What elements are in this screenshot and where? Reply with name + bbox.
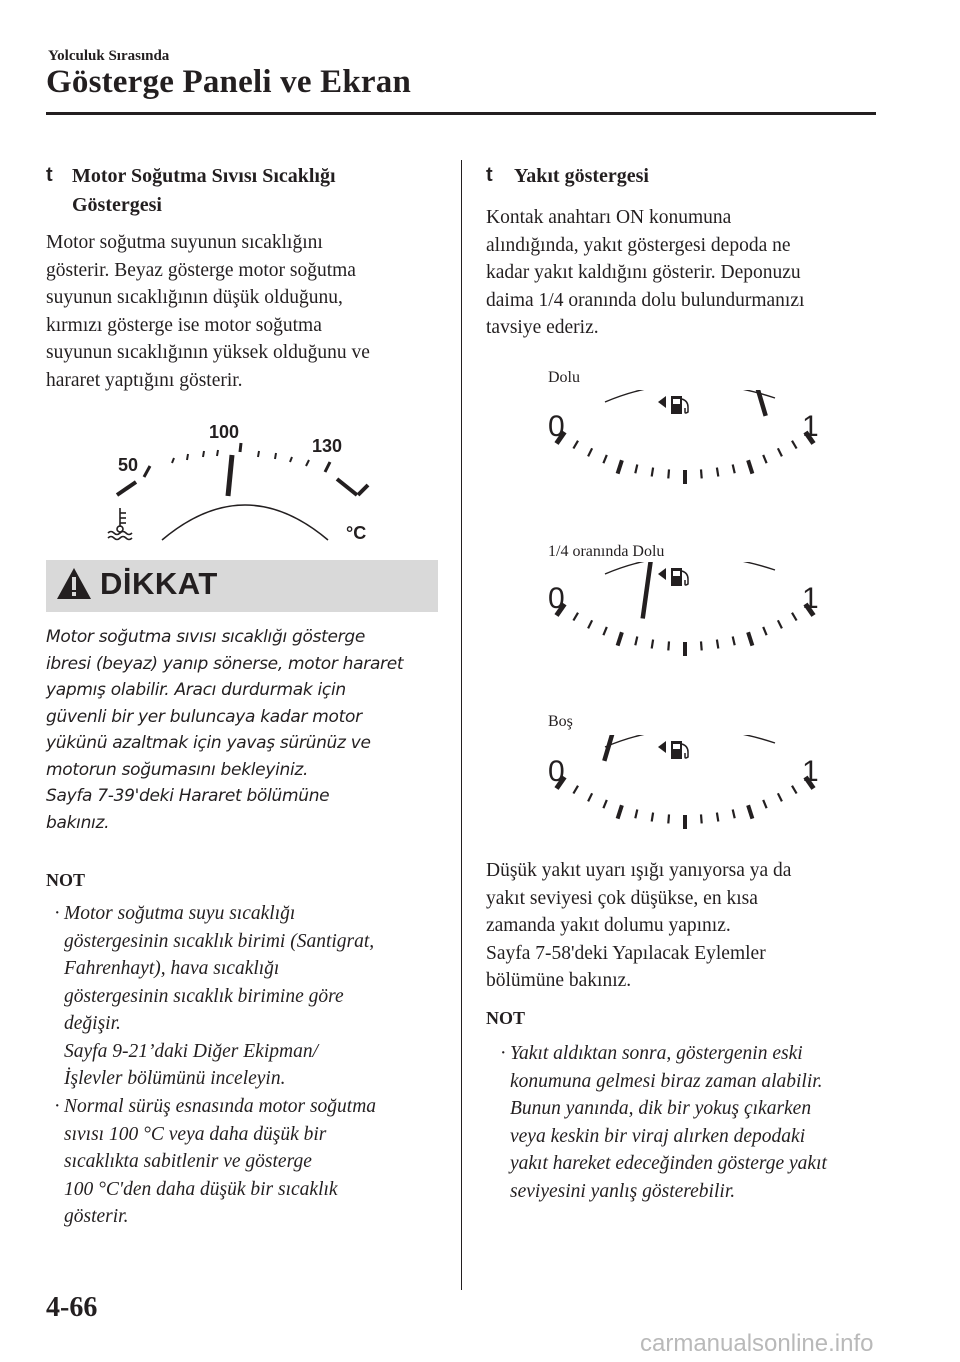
note-bullet: · bbox=[54, 903, 61, 924]
gauge-tick bbox=[733, 637, 735, 646]
gauge-tick bbox=[778, 793, 782, 801]
heading-line: Göstergesi bbox=[72, 194, 162, 216]
gauge-tick bbox=[792, 786, 797, 794]
gauge-tick bbox=[668, 814, 669, 823]
text-line: sıvısı 100 °C veya daha düşük bir bbox=[64, 1123, 327, 1145]
text-line: Düşük yakıt uyarı ışığı yanıyorsa ya da bbox=[486, 860, 792, 881]
gauge-tick bbox=[573, 613, 578, 621]
text-line: Kontak anahtarı ON konumuna bbox=[486, 207, 732, 228]
coolant-temperature-icon bbox=[108, 508, 132, 540]
note-item bbox=[500, 1040, 827, 1205]
text-line: motorun soğumasını bekleyiniz. bbox=[46, 759, 309, 780]
note-item bbox=[54, 1093, 377, 1231]
gauge-label-empty: 0 bbox=[548, 582, 565, 615]
bullet-marker: t bbox=[46, 164, 53, 186]
gauge-tick bbox=[763, 627, 766, 635]
gauge-tick bbox=[778, 620, 782, 628]
text-line: sıcaklıkta sabitlenir ve gösterge bbox=[64, 1151, 312, 1172]
fuel-pump-icon bbox=[658, 396, 688, 414]
fuel-description bbox=[486, 204, 804, 342]
gauge-unit: °C bbox=[346, 523, 367, 543]
note-bullet: · bbox=[500, 1043, 507, 1064]
text-line: Normal sürüş esnasında motor soğutma bbox=[64, 1096, 377, 1117]
header-rule bbox=[46, 112, 876, 115]
text-line: suyunun sıcaklığının düşük olduğunu, bbox=[46, 287, 343, 308]
text-line: yükünü azaltmak için yavaş sürünüz ve bbox=[46, 733, 371, 753]
gauge-tick bbox=[792, 613, 797, 621]
gauge-tick bbox=[701, 469, 702, 478]
gauge-tick bbox=[652, 640, 653, 649]
gauge-tick bbox=[792, 441, 797, 449]
temperature-gauge bbox=[100, 415, 390, 555]
text-line: ibresi (beyaz) yanıp sönerse, motor hararet bbox=[46, 653, 404, 674]
gauge-arc bbox=[605, 562, 775, 574]
text-line: zamanda yakıt dolumu yapınız. bbox=[486, 915, 731, 936]
gauge-arc bbox=[605, 390, 775, 402]
text-line: suyunun sıcaklığının yüksek olduğunu ve bbox=[46, 342, 370, 363]
gauge-tick bbox=[733, 810, 735, 819]
gauge-tick bbox=[717, 468, 718, 477]
gauge-tick bbox=[603, 800, 606, 808]
fuel-pump-icon bbox=[658, 568, 688, 586]
fuel-gauge-caption: Dolu bbox=[548, 369, 580, 386]
gauge-tick bbox=[717, 813, 718, 822]
note-label: NOT bbox=[486, 1008, 526, 1028]
warning-label: DİKKAT bbox=[100, 566, 218, 601]
gauge-tick bbox=[701, 641, 702, 650]
gauge-arc bbox=[605, 735, 775, 747]
text-line: Motor soğutma suyu sıcaklığı bbox=[64, 903, 296, 924]
text-line: daima 1/4 oranında dolu bulundurmanızı bbox=[486, 289, 805, 311]
heading-coolant bbox=[72, 162, 336, 220]
gauge-label-full: 1 bbox=[802, 582, 819, 615]
gauge-tick bbox=[668, 641, 669, 650]
text-line: Bunun yanında, dik bir yokuş çıkarken bbox=[510, 1098, 812, 1119]
heading-line: Motor Soğutma Sıvısı Sıcaklığı bbox=[72, 165, 336, 187]
gauge-tick bbox=[618, 805, 622, 818]
gauge-tick bbox=[652, 813, 653, 822]
gauge-tick bbox=[603, 455, 606, 463]
text-line: hararet yaptığını gösterir. bbox=[46, 369, 243, 391]
text-line: göstergesinin sıcaklık birimi (Santigrat, bbox=[64, 930, 375, 952]
gauge-arc bbox=[162, 505, 328, 540]
gauge-label-full: 1 bbox=[802, 755, 819, 788]
text-line: Sayfa 9-21’daki Diğer Ekipman/ bbox=[64, 1040, 318, 1062]
heading-fuel: Yakıt göstergesi bbox=[514, 165, 649, 187]
text-line: değişir. bbox=[64, 1013, 121, 1034]
text-line: kadar yakıt kaldığını gösterir. Deponuzu bbox=[486, 262, 801, 283]
gauge-tick bbox=[652, 468, 653, 477]
page-number: 4-66 bbox=[46, 1292, 98, 1323]
fuel-warning-text bbox=[486, 857, 791, 995]
gauge-label-100: 100 bbox=[209, 422, 240, 442]
bullet-marker: t bbox=[486, 164, 493, 186]
text-line: yapmış olabilir. Aracı durdurmak için bbox=[46, 680, 346, 700]
gauge-tick bbox=[618, 460, 622, 473]
fuel-pump-icon bbox=[658, 741, 688, 759]
text-line: Fahrenhayt), hava sıcaklığı bbox=[64, 958, 280, 979]
coolant-description bbox=[46, 229, 370, 394]
note-item bbox=[54, 900, 375, 1093]
text-line: Motor soğutma sıvısı sıcaklığı gösterge bbox=[46, 627, 366, 647]
gauge-tick bbox=[733, 465, 735, 474]
text-line: Yakıt aldıktan sonra, göstergenin eski bbox=[510, 1043, 803, 1064]
gauge-label-empty: 0 bbox=[548, 410, 565, 443]
gauge-tick bbox=[618, 632, 622, 645]
text-line: Sayfa 7-39'deki Hararet bölümüne bbox=[46, 786, 330, 806]
gauge-label-130: 130 bbox=[312, 436, 343, 456]
gauge-tick bbox=[763, 800, 766, 808]
text-line: bölümüne bakınız. bbox=[486, 970, 632, 991]
gauge-tick bbox=[778, 448, 782, 456]
text-line: konumuna gelmesi biraz zaman alabilir. bbox=[510, 1070, 823, 1092]
gauge-tick bbox=[588, 448, 592, 456]
gauge-label-empty: 0 bbox=[548, 755, 565, 788]
gauge-tick bbox=[748, 632, 752, 645]
gauge-tick bbox=[588, 793, 592, 801]
fuel-gauge-quarter bbox=[540, 562, 830, 672]
gauge-tick bbox=[668, 469, 669, 478]
section-label: Yolculuk Sırasında bbox=[48, 48, 170, 64]
text-line: İşlevler bölümünü inceleyin. bbox=[64, 1068, 286, 1089]
text-line: gösterir. bbox=[64, 1206, 129, 1227]
gauge-tick bbox=[635, 465, 637, 474]
gauge-tick bbox=[573, 441, 578, 449]
gauge-tick bbox=[635, 810, 637, 819]
gauge-label-50: 50 bbox=[118, 455, 139, 475]
gauge-label-full: 1 bbox=[802, 410, 819, 443]
text-line: bakınız. bbox=[46, 812, 110, 833]
text-line: 100 °C'den daha düşük bir sıcaklık bbox=[64, 1178, 338, 1200]
text-line: Sayfa 7-58'deki Yapılacak Eylemler bbox=[486, 942, 766, 964]
text-line: Motor soğutma suyunun sıcaklığını bbox=[46, 232, 323, 253]
text-line: alındığında, yakıt göstergesi depoda ne bbox=[486, 234, 791, 256]
text-line: kırmızı gösterge ise motor soğutma bbox=[46, 314, 322, 336]
page-title: Gösterge Paneli ve Ekran bbox=[46, 64, 411, 100]
gauge-needle bbox=[643, 562, 652, 619]
watermark: carmanualsonline.info bbox=[640, 1330, 874, 1357]
note-bullet: · bbox=[54, 1096, 61, 1117]
text-line: gösterir. Beyaz gösterge motor soğutma bbox=[46, 259, 356, 281]
text-line: yakıt seviyesi çok düşükse, en kısa bbox=[486, 887, 758, 909]
warning-triangle-icon bbox=[55, 566, 93, 602]
gauge-tick bbox=[701, 814, 702, 823]
fuel-gauge-caption: Boş bbox=[548, 713, 573, 730]
text-line: tavsiye ederiz. bbox=[486, 317, 599, 338]
gauge-tick bbox=[748, 460, 752, 473]
text-line: yakıt hareket edeceğinden gösterge yakıt bbox=[510, 1153, 827, 1174]
text-line: seviyesini yanlış gösterebilir. bbox=[510, 1180, 736, 1202]
text-line: veya keskin bir viraj alırken depodaki bbox=[510, 1125, 806, 1147]
gauge-tick bbox=[763, 455, 766, 463]
text-line: güvenli bir yer buluncaya kadar motor bbox=[46, 706, 362, 727]
gauge-tick bbox=[635, 637, 637, 646]
caution-text bbox=[46, 624, 446, 836]
gauge-tick bbox=[748, 805, 752, 818]
gauge-tick bbox=[573, 786, 578, 794]
fuel-gauge-empty bbox=[540, 735, 830, 845]
gauge-needle bbox=[604, 735, 621, 761]
gauge-tick bbox=[588, 620, 592, 628]
text-line: göstergesinin sıcaklık birimine göre bbox=[64, 985, 344, 1007]
fuel-gauge-full bbox=[540, 390, 830, 500]
gauge-tick bbox=[717, 640, 718, 649]
column-divider bbox=[461, 160, 462, 1290]
note-label: NOT bbox=[46, 870, 86, 890]
fuel-gauge-caption: 1/4 oranında Dolu bbox=[548, 543, 665, 560]
gauge-tick bbox=[603, 627, 606, 635]
